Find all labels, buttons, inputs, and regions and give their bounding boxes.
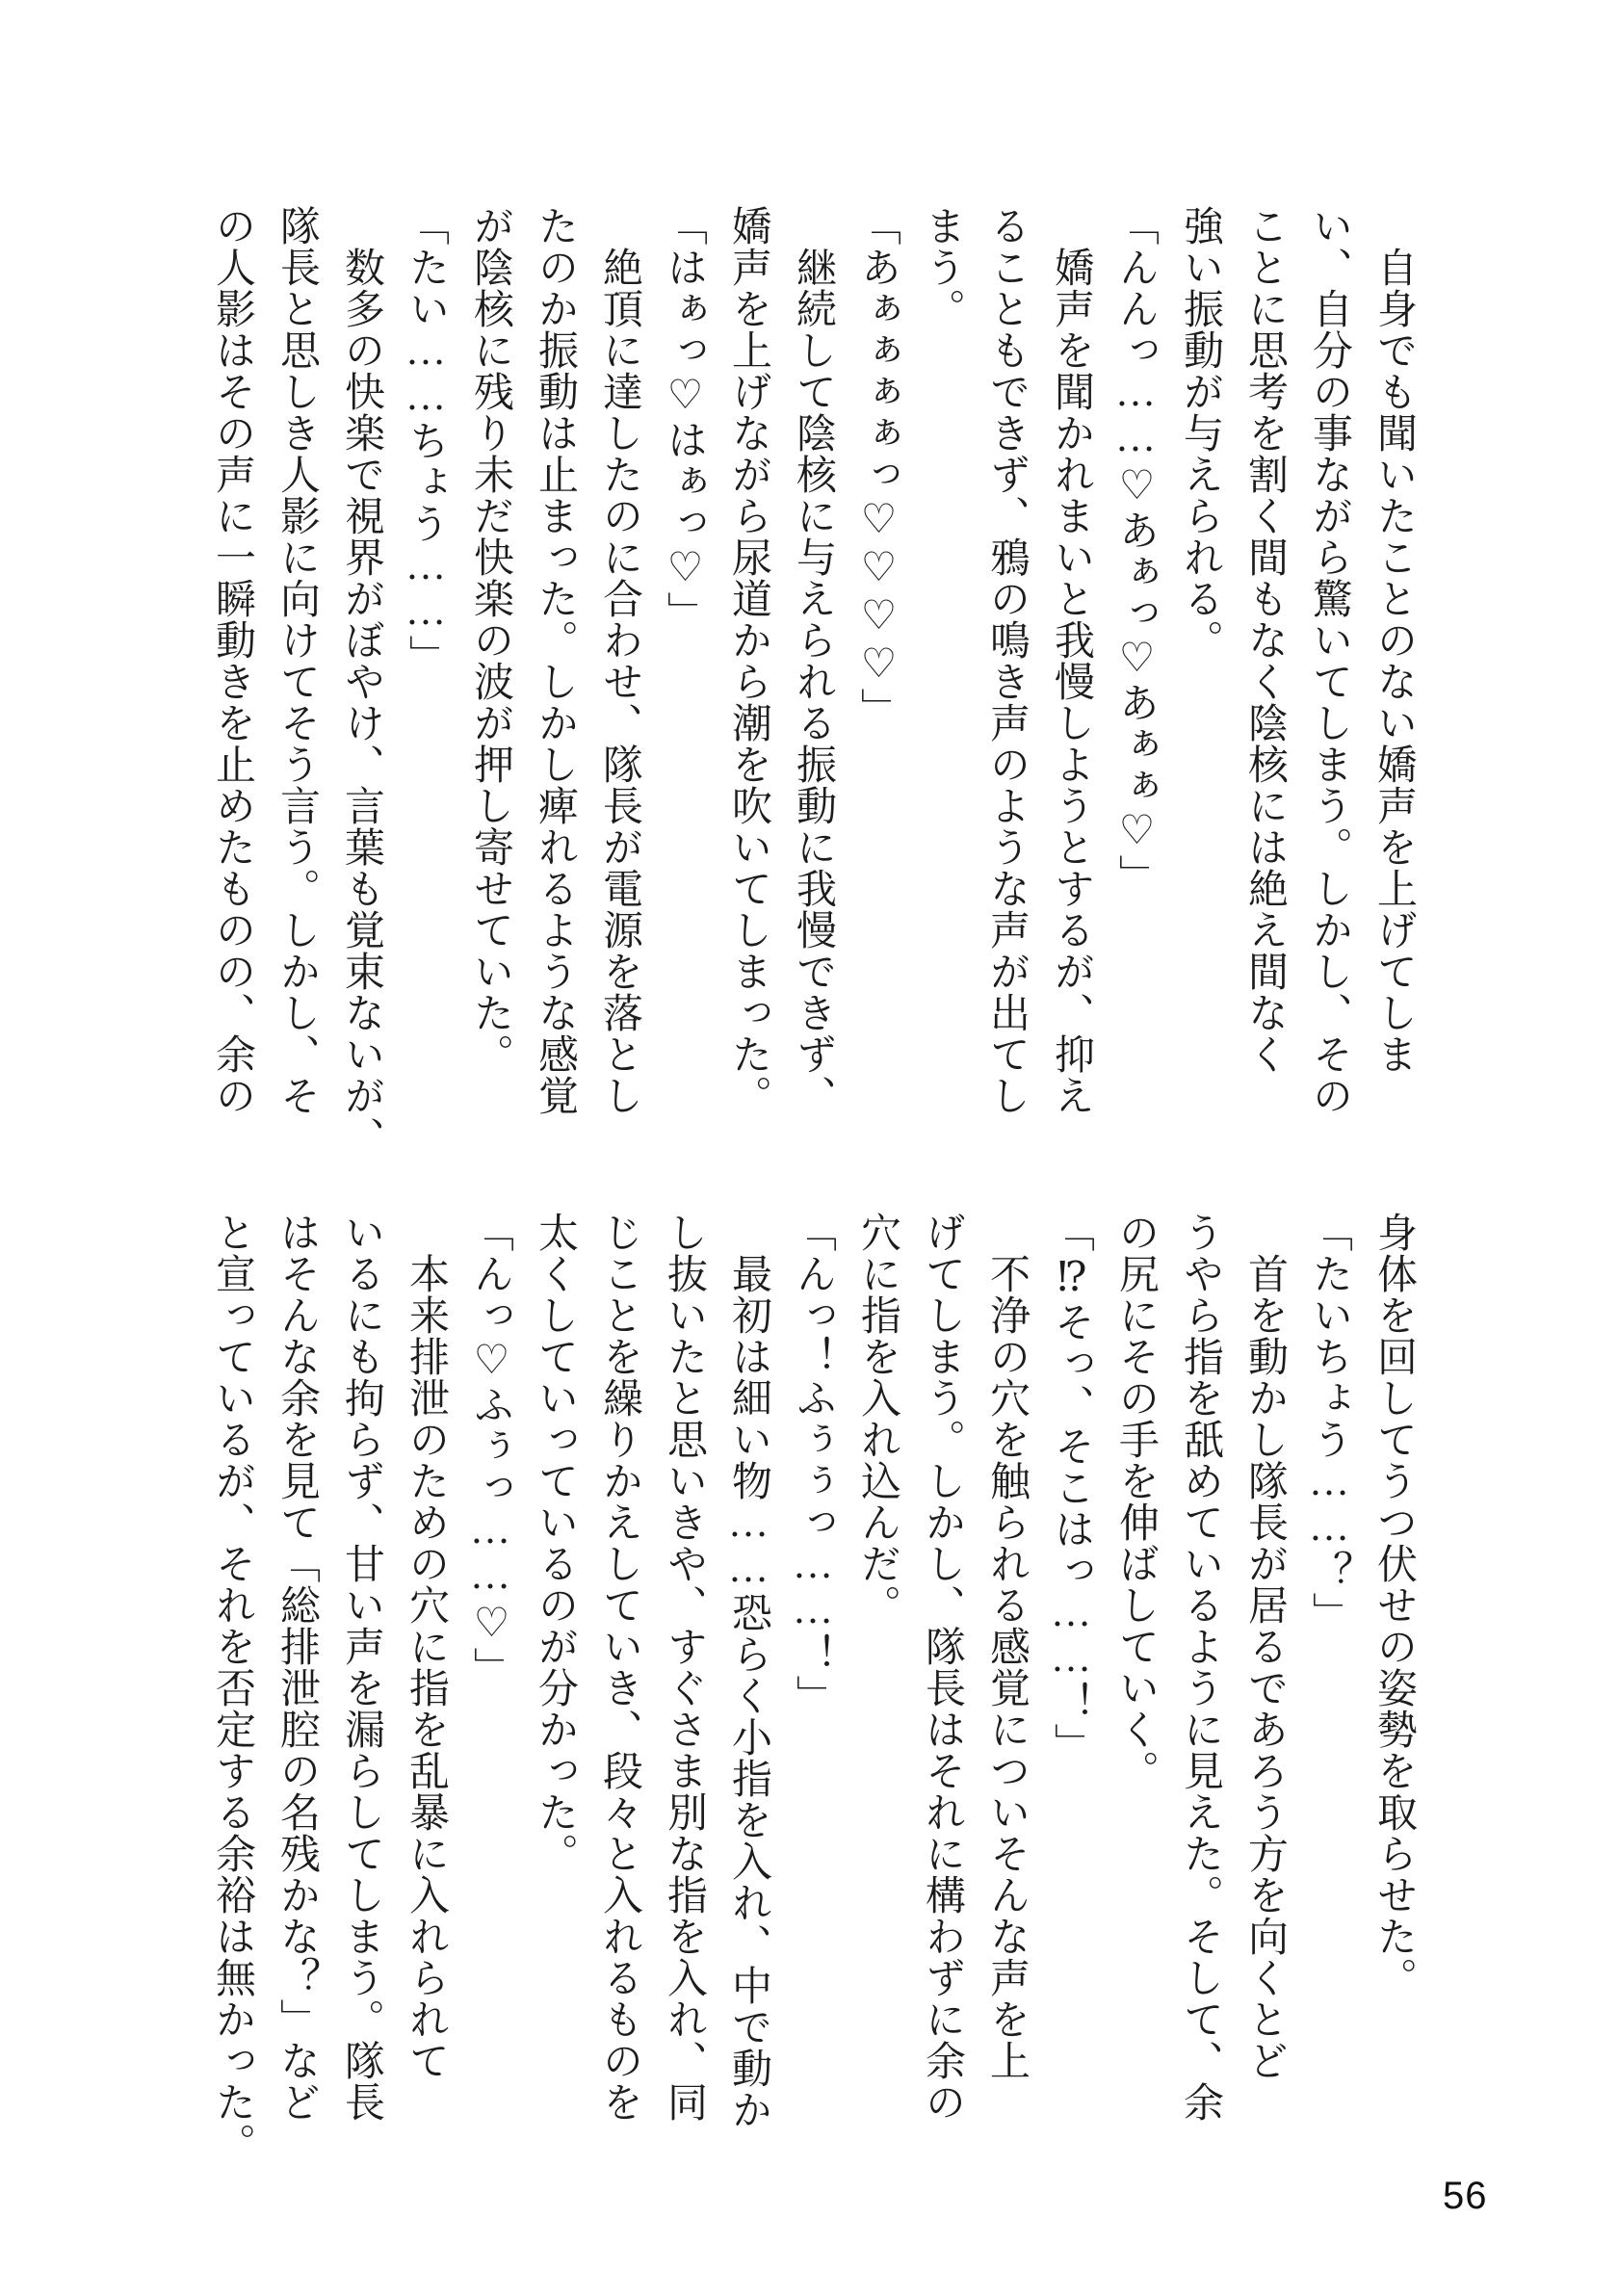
text-line: 穴に指を入れ込んだ。 bbox=[855, 1212, 900, 1626]
text-line: 嬌声を聞かれまいと我慢しようとするが、抑え bbox=[1049, 205, 1093, 1116]
text-line: 「たいちょう……？」 bbox=[1307, 1212, 1351, 1633]
text-line: 嬌声を上げながら尿道から潮を吹いてしまった。 bbox=[726, 205, 770, 1116]
text-line: 「⁉そっ、そこはっ……！」 bbox=[1049, 1212, 1093, 1764]
text-line: 「たい……ちょう……」 bbox=[404, 205, 448, 676]
text-line: まう。 bbox=[920, 205, 964, 329]
text-line: 不浄の穴を触られる感覚についそんな声を上 bbox=[984, 1212, 1029, 2081]
text-line: じことを繰りかえしていき、段々と入れるものを bbox=[597, 1212, 641, 2123]
text-line: 自身でも聞いたことのない嬌声を上げてしま bbox=[1371, 205, 1416, 1075]
text-line: 太くしていっているのが分かった。 bbox=[533, 1212, 577, 1874]
text-line: げてしまう。しかし、隊長はそれに構わずに余の bbox=[920, 1212, 964, 2123]
text-line: 強い振動が与えられる。 bbox=[1178, 205, 1222, 661]
text-line: し抜いたと思いきや、すぐさま別な指を入れ、同 bbox=[662, 1212, 706, 2123]
text-line: が陰核に残り未だ快楽の波が押し寄せていた。 bbox=[468, 205, 512, 1075]
text-line: ることもできず、鴉の鳴き声のような声が出てし bbox=[984, 205, 1029, 1116]
text-line: 最初は細い物……恐らく小指を入れ、中で動か bbox=[726, 1212, 770, 2130]
text-line: 「んっ！ふぅぅっ……！」 bbox=[791, 1212, 835, 1716]
text-line: ことに思考を割く間もなく陰核には絶え間なく bbox=[1242, 205, 1287, 1075]
text-line: 数多の快楽で視界がぼやけ、言葉も覚束ないが、 bbox=[339, 205, 383, 1158]
text-line: 身体を回してうつ伏せの姿勢を取らせた。 bbox=[1371, 1212, 1416, 1998]
text-line: い、自分の事ながら驚いてしまう。しかし、その bbox=[1307, 205, 1351, 1116]
text-line: たのか振動は止まった。しかし痺れるような感覚 bbox=[533, 205, 577, 1116]
page-number: 56 bbox=[1443, 2175, 1488, 2217]
text-line: の尻にその手を伸ばしていく。 bbox=[1113, 1212, 1158, 1791]
text-block-top bbox=[199, 205, 1425, 1158]
text-line: の人影はその声に一瞬動きを止めたものの、余の bbox=[210, 205, 254, 1116]
text-line: はそんな余を見て「総排泄腔の名残かな？」など bbox=[274, 1212, 319, 2123]
text-line: 絶頂に達したのに合わせ、隊長が電源を落とし bbox=[597, 205, 641, 1116]
text-line: 「はぁっ♡はぁっ♡」 bbox=[662, 205, 706, 633]
text-line: 「んっ♡ふぅっ……♡」 bbox=[468, 1212, 512, 1688]
text-line: 「んんっ……♡あぁっ♡あぁぁ♡」 bbox=[1113, 205, 1158, 896]
text-line: と宣っているが、それを否定する余裕は無かった。 bbox=[210, 1212, 254, 2164]
text-line: うやら指を舐めているように見えた。そして、余 bbox=[1178, 1212, 1222, 2123]
text-block-bottom bbox=[199, 1212, 1425, 2164]
text-line: 本来排泄のための穴に指を乱暴に入れられて bbox=[404, 1212, 448, 2081]
text-line: 継続して陰核に与えられる振動に我慢できず、 bbox=[791, 205, 835, 1116]
text-line: 首を動かし隊長が居るであろう方を向くとど bbox=[1242, 1212, 1287, 2081]
text-line: 「あぁぁぁぁっ♡♡♡♡」 bbox=[855, 205, 900, 729]
text-line: 隊長と思しき人影に向けてそう言う。しかし、そ bbox=[274, 205, 319, 1116]
text-line: いるにも拘らず、甘い声を漏らしてしまう。隊長 bbox=[339, 1212, 383, 2123]
